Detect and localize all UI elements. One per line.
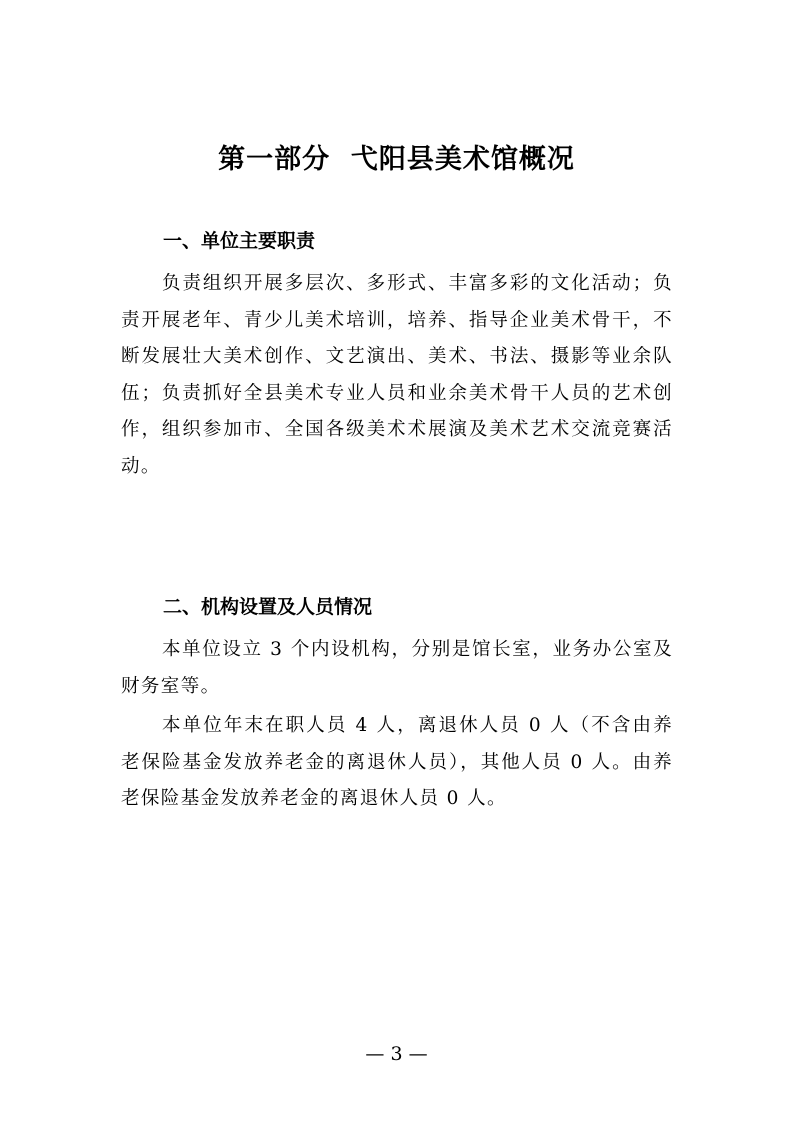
staffing-paragraph: 本单位年末在职人员 4 人，离退休人员 0 人（不含由养老保险基金发放养老金的离退休人员），其他人员 0 人。由养老保险基金发放养老金的离退休人员 0 人。 — [121, 715, 673, 809]
page-number: — 3 — — [365, 1043, 428, 1065]
section-heading-responsibilities: 一、单位主要职责 — [163, 230, 316, 252]
organization-paragraph: 本单位设立 3 个内设机构，分别是馆长室，业务办公室及财务室等。 — [121, 639, 673, 697]
page-title: 第一部分 弋阳县美术馆概况 — [218, 144, 575, 175]
section-heading-organization: 二、机构设置及人员情况 — [163, 596, 373, 618]
responsibilities-paragraph: 负责组织开展多层次、多形式、丰富多彩的文化活动；负责开展老年、青少儿美术培训，培养、指导企业美术骨干，不断发展壮大美术创作、文艺演出、美术、书法、摄影等业余队伍；负责抓好全县美术专业人员和业余美术骨干人员的艺术创作，组织参加市、全国各级美术术展演及美术艺术交流竞赛活动。 — [121, 273, 673, 477]
